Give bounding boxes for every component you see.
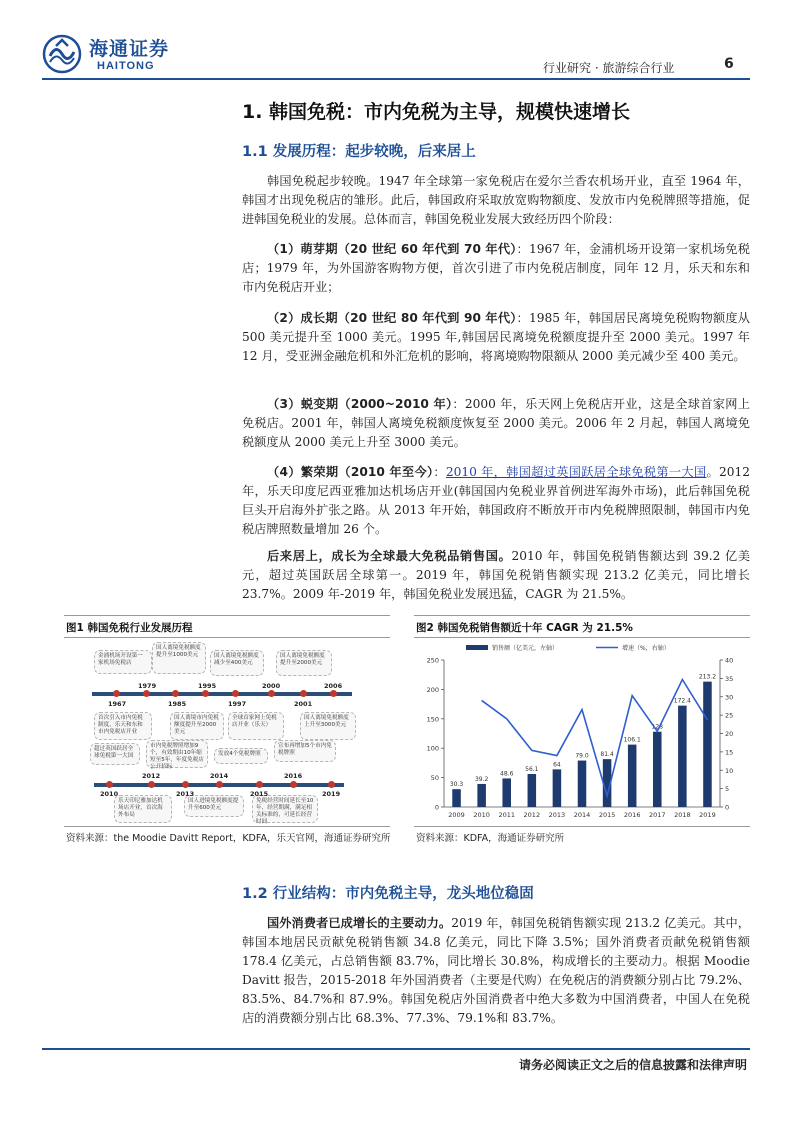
x-tick-label: 2014: [573, 811, 591, 819]
y-tick-label-right: 0: [725, 803, 730, 812]
summary-bold: 后来居上，成长为全球最大免税品销售国。: [267, 549, 512, 563]
bar: [628, 745, 637, 807]
x-tick-label: 2015: [598, 811, 616, 819]
growth-line: [482, 679, 708, 795]
bar: [528, 774, 537, 807]
section2-paragraph: [242, 914, 750, 1028]
stage4-colon: ：: [433, 465, 446, 479]
timeline-box: 宣布再增加5个市内免税牌照: [274, 740, 336, 762]
timeline-dot: [328, 781, 335, 788]
bar: [452, 789, 461, 807]
timeline-year: 2019: [322, 790, 341, 798]
timeline-box: 国人离境免税额度提升至2000美元: [276, 650, 332, 676]
figure2-top-rule: [414, 615, 750, 616]
timeline-dot: [106, 781, 113, 788]
timeline-dot: [182, 781, 189, 788]
section-title: 1. 韩国免税：市内免税为主导，规模快速增长: [242, 101, 631, 123]
bar-data-label: 39.2: [474, 775, 489, 783]
timeline-year: 1979: [138, 682, 157, 690]
x-tick-label: 2016: [623, 811, 641, 819]
timeline-year: 2001: [294, 700, 313, 708]
summary-text: 2010 年，韩国免税销售额达到 39.2 亿美元，超过英国跃居全球第一。2019 年，韩国免税销售额实现 213.2 亿美元，同比增长 23.7%。2009 年-2019 年，韩国免税业发展迅猛，CAGR 为 21.5%。: [242, 549, 751, 601]
timeline-year: 2015: [250, 790, 269, 798]
timeline-box: 国人离境免税额度提升至1000美元: [152, 642, 206, 674]
timeline-dot: [113, 690, 120, 697]
bar: [553, 769, 562, 807]
y-tick-label-right: 15: [725, 748, 734, 757]
timeline-figure: [64, 640, 390, 825]
timeline-year: 2010: [100, 790, 119, 798]
y-tick-label-right: 35: [725, 674, 734, 683]
timeline-box: 首次引入市内免税制度，乐天和东和市内免税店开业: [94, 712, 152, 740]
timeline-box: 超过英国跃居全球免税第一大国: [90, 743, 140, 765]
stage4-label: （4）繁荣期（2010 年至今）: [267, 465, 434, 479]
timeline-box: 市内免税牌照增加9个，有效期由10年缩短至5年，年度免税店公开招标: [146, 740, 208, 768]
bar: [653, 732, 662, 807]
timeline-dot: [172, 690, 179, 697]
y-tick-label-left: 250: [426, 656, 439, 665]
timeline-dot: [148, 781, 155, 788]
timeline-box: 全球首家网上免税店开业（乐天）: [228, 712, 284, 740]
x-tick-label: 2009: [448, 811, 465, 819]
timeline-box: 国人离境免税额度减少至400美元: [210, 650, 264, 676]
y-tick-label-right: 30: [725, 693, 734, 702]
page-number: 6: [724, 56, 734, 72]
bar: [678, 706, 687, 807]
x-tick-label: 2010: [473, 811, 490, 819]
timeline-dot: [268, 690, 275, 697]
timeline-year: 2016: [284, 772, 303, 780]
timeline-box: 乐天印尼雅加达机场店开业，首次海外布局: [114, 795, 172, 823]
y-tick-label-right: 25: [725, 711, 734, 720]
stage3-paragraph: [242, 395, 750, 452]
figure1-title: 图1 韩国免税行业发展历程: [66, 622, 193, 634]
x-tick-label: 2012: [523, 811, 541, 819]
x-tick-label: 2019: [699, 811, 716, 819]
timeline-box: 国人离境免税额度上升至3000美元: [300, 712, 356, 740]
legend-bar-swatch: [466, 645, 488, 650]
timeline-box: 发放4个免税牌照: [214, 748, 268, 764]
timeline-year: 2013: [176, 790, 195, 798]
figure1-bottom-rule: [64, 826, 390, 827]
figure2-bottom-rule: [414, 826, 750, 827]
x-tick-label: 2017: [648, 811, 666, 819]
stage4-text: 。2012 年，乐天印度尼西亚雅加达机场店开业(韩国国内免税业界首例进军海外市场)，此后韩国免税巨头开启海外扩张之路。从 2013 年开始，韩国政府不断放开市内免税牌照限制，韩国市内免税店牌照数量增加 26 个。: [242, 465, 751, 536]
bar-data-label: 64: [553, 761, 561, 769]
timeline-dot: [232, 690, 239, 697]
timeline-year: 2000: [262, 682, 281, 690]
bar: [578, 761, 587, 807]
x-tick-label: 2013: [548, 811, 566, 819]
stage1-label: （1）萌芽期（20 世纪 60 年代到 70 年代）: [267, 242, 517, 256]
legend-bar-label: 销售额（亿美元，左轴）: [492, 645, 559, 652]
logo-text-cn: 海通证券: [89, 38, 170, 60]
legend-line-label: 增速（%，右轴）: [622, 645, 670, 652]
timeline-year: 2012: [142, 772, 161, 780]
summary-paragraph: [242, 547, 750, 604]
timeline-bar-top: [92, 692, 352, 696]
bar-data-label: 172.4: [673, 697, 691, 705]
timeline-box: 国人离境市内免税额度提升至2000美元: [170, 712, 224, 740]
bar-data-label: 106.1: [623, 736, 641, 744]
figure1-top-rule: [64, 615, 390, 616]
y-tick-label-right: 5: [725, 785, 730, 794]
stage3-label: （3）蜕变期（2000~2010 年）: [267, 397, 453, 411]
y-tick-label-right: 20: [725, 730, 734, 738]
stage3-text: ：2000 年，乐天网上免税店开业，这是全球首家网上免税店。2001 年，韩国人离境免税额度恢复至 2000 美元。2006 年 2 月起，韩国人离境免税额度从 2000 美元上升至 3000 美元。: [242, 397, 750, 449]
stage4-paragraph: [242, 463, 750, 539]
y-tick-label-left: 50: [430, 774, 439, 783]
timeline-year: 2014: [210, 772, 229, 780]
timeline-year: 1985: [168, 700, 187, 708]
bar-data-label: 81.4: [600, 751, 614, 759]
figure1-title-rule: [64, 637, 390, 638]
timeline-dot: [143, 690, 150, 697]
y-tick-label-right: 10: [725, 766, 734, 775]
timeline-dot: [300, 690, 307, 697]
y-tick-label-left: 0: [434, 803, 439, 812]
timeline-box: 金浦机场开设第一家机场免税店: [94, 650, 152, 674]
logo: [42, 32, 192, 77]
y-tick-label-left: 200: [426, 685, 439, 694]
logo-text-en: HAITONG: [97, 60, 155, 72]
stage2-text: ：1985 年，韩国居民离境免税购物额度从 500 美元提升至 1000 美元。1995 年,韩国居民离境免税额度提升至 2000 美元。1997 年 12 月，受亚洲金融危机和外汇危机的影响，将离境购物限额从 2000 美元减少至 400 美元。: [242, 311, 750, 363]
figure1-source: 资料来源：the Moodie Davitt Report，KDFA，乐天官网，海通证券研究所: [66, 833, 391, 844]
timeline-dot: [290, 781, 297, 788]
section2-text: 2019 年，韩国免税销售额实现 213.2 亿美元。其中，韩国本地居民贡献免税销售额 34.8 亿美元，同比下降 3.5%；国外消费者贡献免税销售额 178.4 亿美元，占总销售额 83.7%，同比增长 30.8%，构成增长的主要动力。根据 Moodie Davitt 报告，2015-2018 年外国消费者（主要是代购）在免税店的消费额分别占比 79.2%、83.5%、84.7%和 87.9%。韩国免税店外国消费者中绝大多数为中国消费者，中国人在免税店的消费额分别占比 68.3%、77.3%、79.1%和 83.7%。: [242, 916, 750, 1025]
timeline-dot: [202, 690, 209, 697]
figure2-title: 图2 韩国免税销售额近十年 CAGR 为 21.5%: [416, 622, 633, 634]
stage2-paragraph: [242, 309, 750, 366]
figure2-source: 资料来源：KDFA，海通证券研究所: [416, 833, 565, 844]
bar: [703, 682, 712, 807]
bar-data-label: 56.1: [525, 766, 539, 774]
y-tick-label-left: 150: [426, 715, 439, 724]
bar: [477, 784, 486, 807]
timeline-year: 1995: [198, 682, 217, 690]
stage1-paragraph: [242, 240, 750, 297]
timeline-year: 1997: [228, 700, 247, 708]
bar-data-label: 48.6: [500, 770, 514, 778]
footer-rule: [42, 1048, 750, 1050]
timeline-dot: [256, 781, 263, 788]
y-tick-label-left: 100: [426, 744, 439, 753]
bar-data-label: 213.2: [698, 673, 717, 681]
timeline-box: 国人进境免税额度提升至600美元: [184, 795, 244, 817]
stage1-text: ：1967 年，金浦机场开设第一家机场免税店；1979 年，为外国游客购物方便，首次引进了市内免税店制度，同年 12 月，乐天和东和市内免税店开业；: [242, 242, 750, 294]
figure2-title-rule: [414, 637, 750, 638]
bar: [502, 778, 511, 807]
x-tick-label: 2011: [498, 811, 516, 819]
intro-text: 韩国免税起步较晚。1947 年全球第一家免税店在爱尔兰香农机场开业，直至 1964 年，韩国才出现免税店的雏形。此后，韩国政府采取放宽购物额度、发放市内免税牌照等措施，促进韩国免税业的发展。总体而言，韩国免税业发展大致经历四个阶段：: [242, 174, 750, 226]
timeline-box: 免税经营时间延长至10年，经营期满，满足相关标准的，可延长经营时间: [252, 795, 318, 823]
stage2-label: （2）成长期（20 世纪 80 年代到 90 年代）: [267, 311, 517, 325]
section2-bold: 国外消费者已成增长的主要动力。: [267, 916, 452, 930]
timeline-dot: [216, 781, 223, 788]
header-rule: [42, 78, 750, 80]
subsection-title-2: 1.2 行业结构：市内免税主导，龙头地位稳固: [242, 886, 534, 902]
timeline-year: 2006: [324, 682, 343, 690]
timeline-year: 1967: [108, 700, 127, 708]
bar-data-label: 128: [651, 723, 663, 731]
report-category: 行业研究 · 旅游综合行业: [543, 61, 675, 75]
haitong-logo-icon: [42, 34, 82, 74]
sales-chart: [414, 640, 750, 824]
timeline-dot: [330, 690, 337, 697]
bar-data-label: 30.3: [449, 781, 464, 789]
y-tick-label-right: 40: [725, 656, 734, 665]
bar-data-label: 79.0: [575, 752, 589, 760]
footer-disclaimer: 请务必阅读正文之后的信息披露和法律声明: [519, 1058, 748, 1072]
subsection-title-1: 1.1 发展历程：起步较晚，后来居上: [242, 144, 476, 160]
x-tick-label: 2018: [674, 811, 691, 819]
intro-paragraph: [242, 172, 750, 229]
stage4-link[interactable]: 2010 年，韩国超过英国跃居全球免税第一大国: [445, 465, 707, 479]
